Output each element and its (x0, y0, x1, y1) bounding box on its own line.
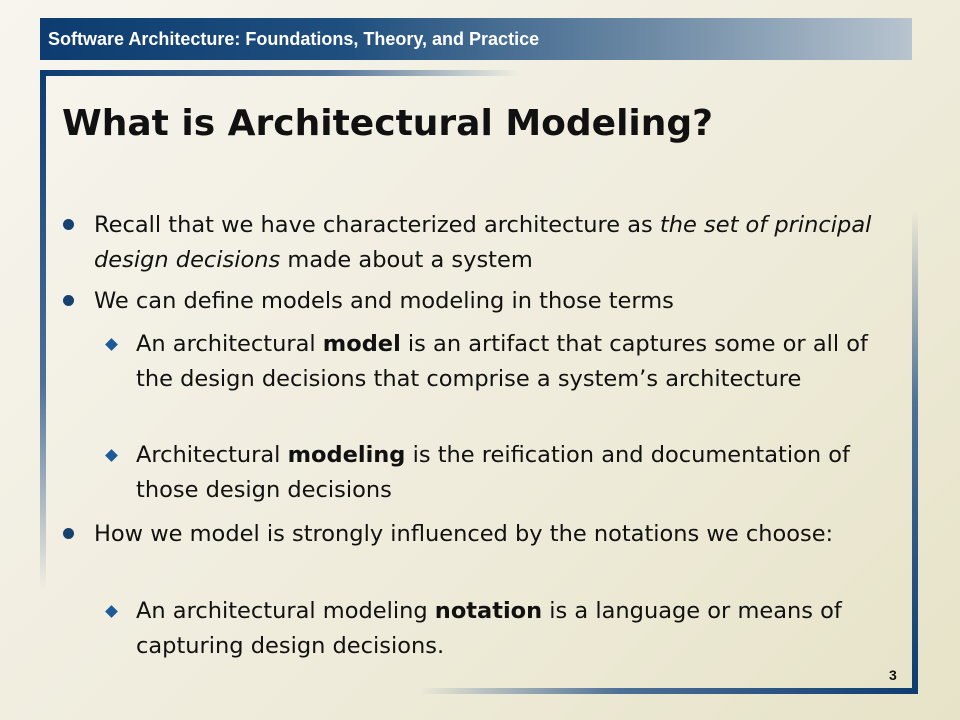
bullet-item (60, 517, 900, 552)
sub-bullet-item (104, 327, 904, 397)
bullet-dot-icon (63, 219, 74, 230)
page-number: 3 (889, 667, 897, 683)
sub-bullet-text-pre: Architectural (136, 442, 288, 468)
sub-bullet-text (136, 438, 904, 508)
diamond-bullet-icon (105, 605, 118, 618)
bullet-text-post: made about a system (280, 247, 533, 273)
bullet-item (60, 208, 900, 278)
bullet-item (60, 284, 900, 319)
sub-bullet-text (136, 594, 904, 664)
sub-bullet-text-bold: model (322, 331, 401, 357)
bullet-text-italic: the set of principal design decisions (94, 212, 872, 273)
sub-bullet-text-bold: notation (434, 598, 543, 624)
bullet-dot-icon (63, 528, 74, 539)
bullet-dot-icon (63, 295, 74, 306)
sub-bullet-text (136, 327, 904, 397)
sub-bullet-text-post: is an artifact that captures some or all of the design decisions that comprise a system’s architecture (136, 331, 868, 392)
sub-bullet-item (104, 594, 904, 664)
sub-bullet-text-pre: An architectural modeling (136, 598, 435, 624)
bullet-text (94, 208, 900, 278)
sub-bullet-item (104, 438, 904, 508)
sub-bullet-text-pre: An architectural (136, 331, 323, 357)
bullet-text-pre: Recall that we have characterized architecture as (94, 212, 660, 238)
diamond-bullet-icon (105, 338, 118, 351)
slide-title: What is Architectural Modeling? (62, 103, 714, 144)
sub-bullet-text-post: is a language or means of capturing design decisions. (136, 598, 842, 659)
bullet-text: We can define models and modeling in those terms (94, 288, 674, 314)
header-title: Software Architecture: Foundations, Theory, and Practice (48, 29, 540, 49)
sub-bullet-text-post: is the reification and documentation of those design decisions (136, 442, 850, 503)
sub-bullet-text-bold: modeling (287, 442, 406, 468)
bullet-text: How we model is strongly influenced by the notations we choose: (94, 521, 834, 547)
diamond-bullet-icon (105, 449, 118, 462)
